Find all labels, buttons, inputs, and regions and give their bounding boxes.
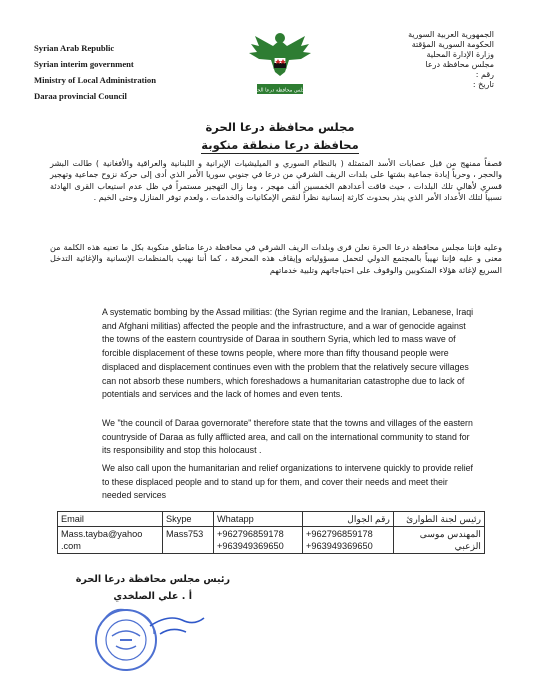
signature-flourish <box>160 629 186 634</box>
header-left-block <box>34 40 204 104</box>
english-paragraph: We "the council of Daraa governorate" therefore state that the towns and villages of the eastern countryside of Daraa as fully afflicted area, and call on the international community to stand for its responsibility and stop this holocaust . <box>102 418 473 456</box>
document-title: مجلس محافظة درعا الحرة <box>205 120 355 134</box>
header-right-block <box>324 30 494 90</box>
council-eagle-emblem <box>245 26 315 100</box>
table-row <box>58 527 485 554</box>
chief-cell <box>394 527 485 554</box>
header-right-line: الجمهورية العربية السورية <box>408 30 494 39</box>
header-left-line: Syrian Arab Republic <box>34 43 115 53</box>
signatory-title: رئيس مجلس محافظة درعا الحرة <box>75 574 230 585</box>
header-right-line: وزارة الإدارة المحلية <box>426 50 494 59</box>
document-subtitle <box>0 138 560 152</box>
whatsapp-number: +962796859178 <box>217 529 284 539</box>
header-right-line: مجلس محافظة درعا <box>425 60 494 69</box>
date-label: تاريخ : <box>472 80 494 89</box>
chief-name-line: الزعبي <box>454 541 481 551</box>
mobile-number: +962796859178 <box>306 529 373 539</box>
table-header-row <box>58 512 485 527</box>
email-line: Mass.tayba@yahoo <box>61 529 143 539</box>
mobile-cell <box>303 527 394 554</box>
email-cell <box>58 527 163 554</box>
reference-number-label: رقم : <box>475 70 494 79</box>
mobile-number: +963949369650 <box>306 541 373 551</box>
official-stamp <box>90 596 208 674</box>
contact-table <box>57 511 485 554</box>
skype-cell: Mass753 <box>163 527 214 554</box>
header-left-line: Daraa provincial Council <box>34 91 127 101</box>
emblem-caption: مجلس محافظة درعا الحرة <box>252 87 308 94</box>
header-right-line: الحكومة السورية المؤقتة <box>411 40 494 49</box>
chief-name-line: المهندس موسى <box>419 529 481 539</box>
whatsapp-cell <box>214 527 303 554</box>
english-paragraph: A systematic bombing by the Assad militias: (the Syrian regime and the Iranian, Lebanese, Iraqi and Afghani militias) affected the people and the infrastructure, and a war of genocide against the towns of the eastern countryside of Daraa in southern Syria, which led to mass wave of forcible displacement of these towns people, where more than fifty thousand people were displaced and displacement continues even with the problem that the relatively secure villages can not absorb these numbers, which foreshadows a humanitarian catastrophe due to lack of potentials and services and the lack of homes and even tents. <box>102 307 474 400</box>
handwritten-signature <box>150 618 204 626</box>
table-header-cell: رقم الجوال <box>303 512 394 527</box>
subtitle-text: محافظة درعا منطقة منكوبة <box>201 138 359 152</box>
header-left-line: Ministry of Local Administration <box>34 75 156 85</box>
table-header-cell: Email <box>58 512 163 527</box>
table-header-cell: رئيس لجنة الطوارئ <box>394 512 485 527</box>
arabic-paragraph: قصفاً ممنهج من قبل عصابات الأسد المتمثلة ( بالنظام السوري و الميليشيات الإيرانية و اللبنانية والعراقية والأفغانية ) طالت البشر والحجر ، وحرباً إبادة جماعية بشتها على بلدات الريف الشرقي من درعا في جنوبي سوريا الأمر الذي أدى إلى حركة نزوح جماعية وتهجير قسري لأهالي تلك البلدات ، حيث فاقت أعدادهم الخمسين ألف مهجر ، وما زال التهجير مستمراً في ظل عدم استيعاب القرى الهادئة نسبياً لتلك الأعداد الأمر الذي ينذر بحدوث كارثة إنسانية نظراً لنقص الإمكانيات والخدمات ، ولعدم توفر المنازل وحتى الخيم . <box>50 158 502 202</box>
header-left-line: Syrian interim government <box>34 59 134 69</box>
signatory-name: أ . علي الصلخدي <box>113 591 192 602</box>
english-paragraph: We also call upon the humanitarian and relief organizations to intervene quickly to provide relief to these displaced people and to stand up for them, and cover their needs and meet their needed services <box>102 463 473 501</box>
table-header-cell: Skype <box>163 512 214 527</box>
arabic-paragraph: وعليه فإننا مجلس محافظة درعا الحرة نعلن قرى وبلدات الريف الشرقي في محافظة درعا مناطق منكوبة بكل ما تعنيه هذه الكلمة من معنى و عليه فإننا نهيباً بالمجتمع الدولي لتحمل مسؤولياته وإيقاف هذه المحرقة ، كما أننا نهيب بالمنظمات الإنسانية والإغاثية التدخل السريع لإغاثة هؤلاء المنكوبين والوقوف على احتياجاتهم وتلبية خدماتهم <box>50 242 502 275</box>
table-header-cell: Whatapp <box>214 512 303 527</box>
email-line: .com <box>61 541 81 551</box>
whatsapp-number: +963949369650 <box>217 541 284 551</box>
